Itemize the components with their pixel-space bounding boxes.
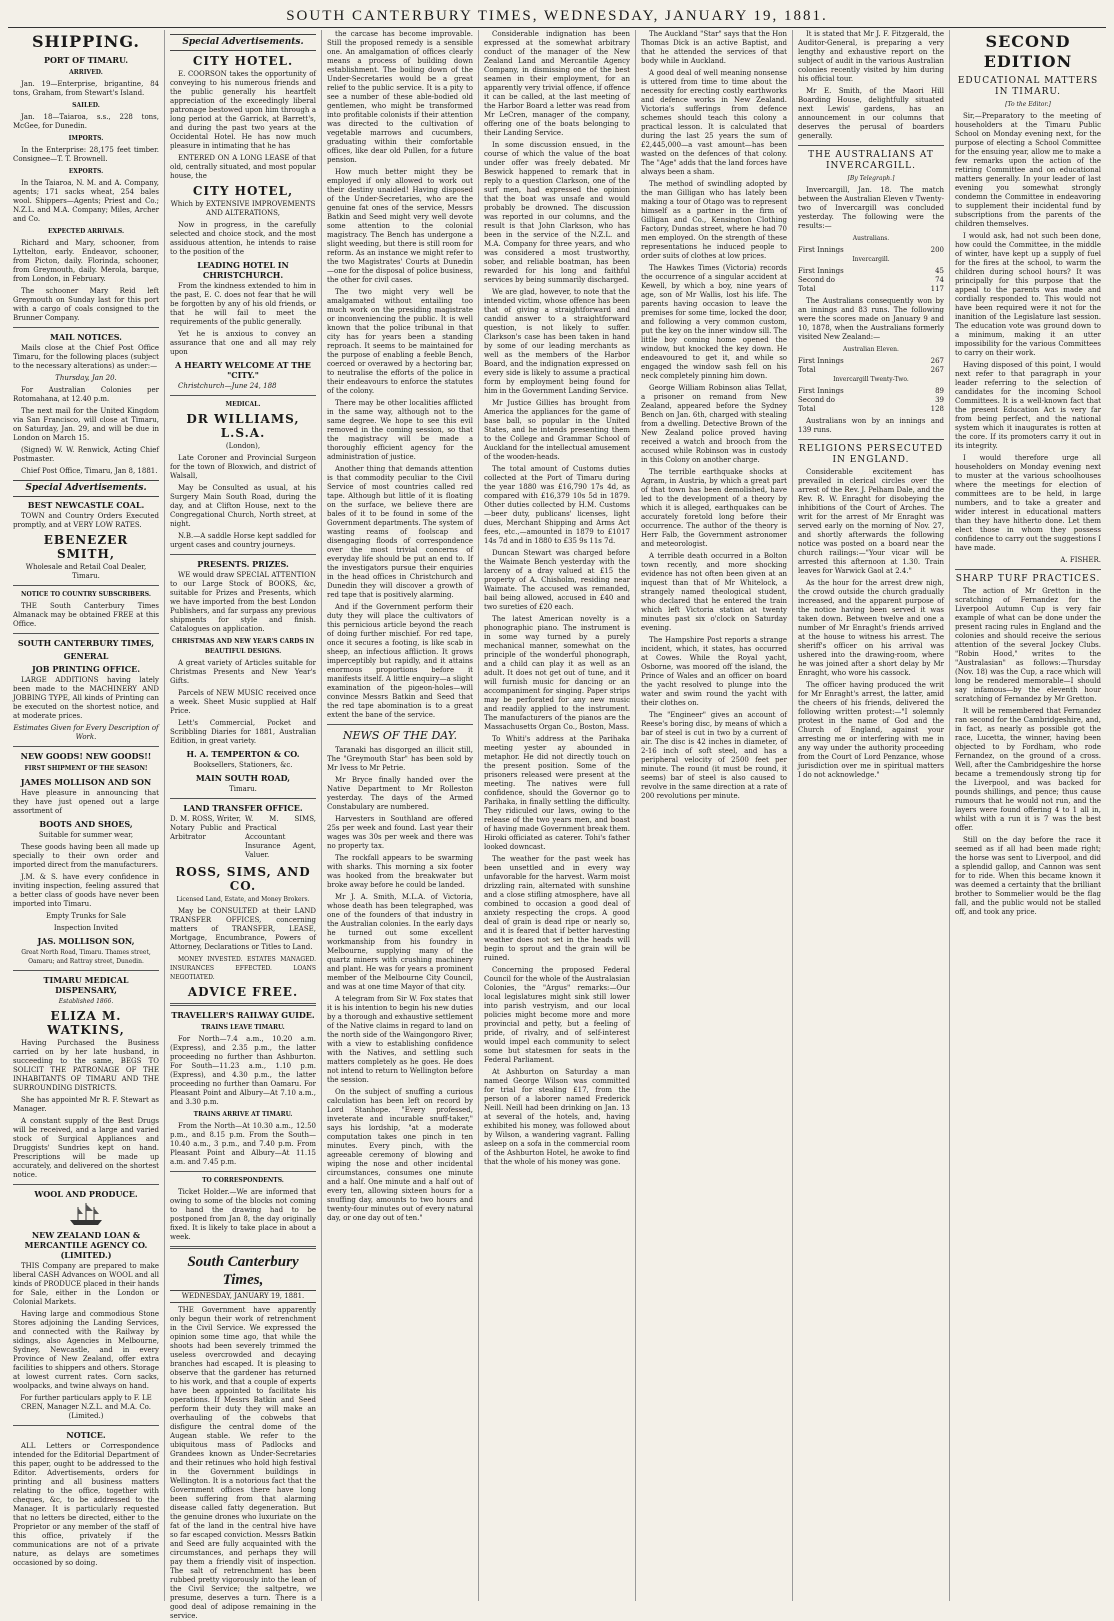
timaru: Timaru. xyxy=(229,785,257,793)
news-item: We are glad, however, to note that the intended victim, whose offence has been that of giving a straightforward and candid answer to a straightforward question, is not likely to suffer. Clarkson's case has been taken in hand by some of our leading merchants as well as the members of the Harbor Board, and the indignation expressed on every side is likely to assume a practical form by employment being found for him in the Government Landing Service. xyxy=(484,288,630,395)
sct-heading: SOUTH CANTERBURY TIMES, xyxy=(17,638,155,648)
travellers-heading: TRAVELLER'S RAILWAY GUIDE. xyxy=(171,1010,315,1020)
divider xyxy=(13,746,159,747)
second-edition: SECOND EDITION xyxy=(983,32,1073,71)
score-value: 267 xyxy=(930,366,944,374)
imports-heading: IMPORTS. xyxy=(68,135,104,142)
divider xyxy=(170,1171,316,1172)
cricket-text-3: Australians won by an innings and 139 runs. xyxy=(798,417,944,434)
boots-text: These goods having been all made up specially to their own order and imported direct from the manufacturers. xyxy=(13,843,159,869)
entered-text: ENTERED ON A LONG LEASE of that old, centrally situated, and most popular house, the xyxy=(170,154,316,180)
divider xyxy=(13,633,159,634)
divider xyxy=(170,798,316,799)
watkins-text: Having Purchased the Business carried on by her late husband, in succeeding to the same, BEGS TO SOLICIT THE PATRONAGE OF THE INHABITANTS OF TIMARU AND THE SURROUNDING DISTRICTS. xyxy=(13,1039,159,1092)
divider xyxy=(170,1246,316,1249)
ross-sims: ROSS, SIMS, AND CO. xyxy=(175,865,311,893)
letter-text: Sir,—Preparatory to the meeting of householders at the Timaru Public School on Monday evening next, for the purpose of electing a School Committee for the ensuing year, allow me to make a few remarks upon the action of the retiring Committee and on educational matters generally. In your leader of last evening you somewhat strongly condemn the Committee in endeavoring to supplement their incidental fund by subscriptions from the parents of the children themselves. xyxy=(955,112,1101,228)
city-hotel-heading-2: CITY HOTEL, xyxy=(192,184,294,198)
ch-date: Christchurch—June 24, 188 xyxy=(178,382,277,390)
column-7 xyxy=(950,30,1106,1601)
news-item: Duncan Stewart was charged before the Waimate Bench yesterday with the larceny of a dray valued at £15 the property of A. Chisholm, residing near Waimate. The accused was remanded, bail being allowed, accused in £40 and two sureties of £20 each. xyxy=(484,549,630,611)
job-text: LARGE ADDITIONS having lately been made to the MACHINERY AND JOBBING TYPE, All kinds of Printing can be executed on the shortest notice, and at moderate prices. xyxy=(13,676,159,720)
divider xyxy=(955,569,1101,570)
aus-label: Australians. xyxy=(852,235,890,242)
score-value: 74 xyxy=(935,276,944,284)
shipping-heading: SHIPPING. xyxy=(32,32,140,51)
mail-text: Mails close at the Chief Post Office Timaru, for the following places (subject to the necessary alterations) as under:— xyxy=(13,344,159,370)
divider xyxy=(798,439,944,440)
land-heading: LAND TRANSFER OFFICE. xyxy=(183,803,303,813)
leave-text: For North—7.4 a.m., 10.20 a.m. (Express), and 2.35 p.m., the latter proceeding no further than Ashburton. For South—11.23 a.m., 1.10 p.m. (Express), and 4.30 p.m., the latter proceeding no further than Oamaru. For Pleasant Point and Albury—At 7.10 a.m., and 3.30 p.m. xyxy=(170,1035,316,1106)
city-hotel-heading: CITY HOTEL. xyxy=(192,54,294,68)
score-label: Total xyxy=(798,285,816,293)
trains-leave: TRAINS LEAVE TIMARU. xyxy=(201,1024,285,1031)
music-text: Parcels of NEW MUSIC received once a week. Sheet Music supplied at Half Price. xyxy=(170,689,316,715)
column-6 xyxy=(793,30,950,1601)
inv-label: Invercargill. xyxy=(852,256,890,263)
watkins-text3: A constant supply of the Best Drugs will be received, and a large and varied stock of Surgical Appliances and Druggists' Sundries kept on hand. Prescriptions will be made up accurately, and delivered on the shortest notice. xyxy=(13,1117,159,1179)
mail-heading: MAIL NOTICES. xyxy=(50,332,122,342)
notice-heading: NOTICE. xyxy=(66,1430,106,1440)
score-value: 117 xyxy=(930,285,944,293)
williams-name: DR WILLIAMS, L.S.A. xyxy=(186,412,300,440)
divider xyxy=(170,1003,316,1006)
editorial: THE Government have apparently only begun their work of retrenchment in the Civil Service. We expressed the opinion some time ago, that while the shoots had been severely trimmed the useless overcrowded and decaying branches had escaped. It is pleasing to observe that the gardener has returned to his work, and that a couple of experts have been appointed to facilitate his operations. If Messrs Batkin and Seed perform their duty they will make an overhauling of the cobwebs that disfigure the central dome of the Augean stable. We refer to the ubiquitous mass of Padlocks and Grandees known as Under-Secretaries and their retinues who hold high festival in the Government buildings in Wellington. It is a notorious fact that the Government offices there have long been suffering from that alarming disease called fatty degeneration. But the genuine drones who luxuriate on the fat of the land in the central hive have so far escaped conviction. Messrs Batkin and Seed are fully acquainted with the circumstances, and perhaps they will pay them a friendly visit of inspection. The salt of retrenchment has been rubbed pretty vigorously into the lean of the Civil Service; the saltpetre, we presume, deserves a turn. There is a good deal of adipose remaining in the service. xyxy=(170,1306,316,1620)
news-item: The method of swindling adopted by the man Gilligan who has lately been making a tour of Otago was to represent himself as a partner in the firm of Gilligan and Co., Kensington Clothing Factory, Dundas street, where he had 70 men employed. On the strength of these representations he induced people to order suits of clothes at low prices. xyxy=(641,180,787,260)
corresp-heading: TO CORRESPONDENTS. xyxy=(202,1177,284,1184)
expected-text: Richard and Mary, schooner, from Lyttelton, early. Endeavor, schooner, from Picton, daily. Florinda, schooner, from Greymouth, daily. Merola, barque, from London, in February. xyxy=(13,239,159,283)
news-item: The "Engineer" gives an account of Reese's boring disc, by means of which a bar of steel is cut in two by a current of air. The disc is 42 inches in diameter, of 2-16 inch of soft steel, and has a peripheral velocity of 2500 feet per minute. The round (it must be round, it seems) bar of steel is also caused to revolve in the same direction at a rate of 200 revolutions per minute. xyxy=(641,711,787,800)
letter-sign: A. FISHER. xyxy=(1060,556,1101,564)
score-label: First Innings xyxy=(798,387,844,395)
news-item: A telegram from Sir W. Fox states that it is his intention to begin his new duties by a thorough and exhaustive settlement of the Native claims in regard to land on the north side of the Waingongoro River, with a view to establishing confidence with the Natives, and settling such matters completely as he goes. He does not intend to return to Wellington before the session. xyxy=(327,995,473,1084)
mollison-sign: JAS. MOLLISON SON, xyxy=(37,936,135,946)
mail-sign: (Signed) W. W. Renwick, Acting Chief Postmaster. xyxy=(13,446,159,463)
notice-subs-heading: NOTICE TO COUNTRY SUBSCRIBERS. xyxy=(21,591,151,598)
score-label: First Innings xyxy=(798,246,844,254)
sailed-heading: SAILED. xyxy=(72,102,100,109)
leader-text-4: There may be other localities afflicted in the same way, although not to the same degree. We hope to see this evil removed in the coming session, so that the magistracy will be made a thoroughly efficient agency for the administration of justice. xyxy=(327,399,473,461)
score-value: 200 xyxy=(930,246,944,254)
score-value: 128 xyxy=(930,405,944,413)
letter-text: I would therefore urge all householders on Monday evening next to muster at the various schoolhouses where the meetings for election of committees are to be held, in large numbers, and to take a greater and wider interest in educational matters than they have hitherto done. Let them elect those in whom they possess confidence to carry out the suggestions I have made. xyxy=(955,454,1101,552)
special-ads-heading: Special Advertisements. xyxy=(13,480,159,497)
score-label: Total xyxy=(798,366,816,374)
news-item: A terrible death occurred in a Bolton town recently, and more shocking evidence has not often been given at an inquest than that of Mr Whitelock, a strangely named theological student, who declared that he entered the train which left Victoria station at twenty minutes past six o'clock on Saturday evening. xyxy=(641,552,787,632)
news-item: Concerning the proposed Federal Council for the whole of the Australasian Colonies, the "Argus" remarks:—Our local legislatures might sink still lower into parish vestryism, and our local policies might become more and more provincial and petty, but a feeling of pride, of rivalry, and of self-interest would impel each community to select some but statesmen for seats in the Federal Parliament. xyxy=(484,966,630,1064)
news-item: The rockfall appears to be swarming with sharks. This morning a six footer was hooked from the breakwater but broke away before he could be landed. xyxy=(327,854,473,889)
divider xyxy=(13,970,159,971)
divider xyxy=(327,724,473,725)
job-office-heading: JOB PRINTING OFFICE. xyxy=(32,664,140,674)
corresp-text: Ticket Holder.—We are informed that owing to some of the blocks not coming to hand the drawing had to be postponed from Jan 8, the day originally fixed. It is likely to take place in about a week. xyxy=(170,1188,316,1241)
port-heading: PORT OF TIMARU. xyxy=(43,55,129,65)
turf-text: The action of Mr Gretton in the scratching of Fernandez for the Liverpool Autumn Cup is very fair example of what can be done under the present racing rules in England and the colonies and should receive the serious attention of the several Jockey Clubs. "Robin Hood," writes to the "Australasian" as follows:—Thursday (Nov. 18) was the Cup, a race which will long be rendered memorable—I should say infamous—by the eleventh hour scratching of Fernandez by Mr Gretton. xyxy=(955,587,1101,703)
religion-heading: RELIGIONS PERSECUTED IN ENGLAND. xyxy=(798,444,944,465)
dispensary-heading: TIMARU MEDICAL DISPENSARY, xyxy=(43,975,129,995)
ross-right: W. M. SIMS, Practical Accountant Insurance Agent, Valuer. xyxy=(245,815,316,859)
news-item: In some discussion ensued, in the course of which the value of the boat under offer was freely debated. Mr Beswick happened to remark that in reply to a question Clarkson, one of the surf men, had expressed the opinion that the boat was unsafe and would probably be drowned. The discussion was reported in our columns, and the result is that John Clarkson, who has been in the service of the N.Z.L. and M.A. Company for three years, and who was considered a most trustworthy, sober, and reliable boatman, has been rewarded for his long and faithful services by being summarily discharged. xyxy=(484,141,630,284)
mail-aus: For Australian Colonies per Rotomahana, at 12.40 p.m. xyxy=(13,386,159,403)
turf-text: Still on the day before the race it seemed as if all had been made right; the horse was sent to Liverpool, and did a splendid gallop, and Cannon was sent for to ride. When this became known it was deemed a certainty that the brilliant brother to Sommelier would be the flag fall, and the public would not be stalled off, and took any price. xyxy=(955,836,1101,916)
special-ads-heading: Special Advertisements. xyxy=(170,34,316,51)
turf-text: It will be remembered that Fernandez ran second for the Cambridgeshire, and, in fact, as nearly as possible got the race, Lucetta, the winner, having been objected to by Fordham, who rode Fernandez, on the ground of a cross. Well, after the Cambridgeshire the horse became a tremendously strong tip for the Liverpool, and was backed for pounds shillings, and pence; thus cause rumours that he would not run, and the layers were found offering 4 to 1 all in, whilst with a run it is 7 was the best offer. xyxy=(955,707,1101,832)
paper-title: South Canterbury Times, xyxy=(187,1254,299,1288)
nzloan-text: THIS Company are prepared to make liberal CASH Advances on WOOL and all kinds of PRODUCE placed in their hands for Sale, either in the London or Colonial Markets. xyxy=(13,1262,159,1306)
column-3 xyxy=(322,30,479,1601)
by-telegraph: [By Telegraph.] xyxy=(847,175,895,182)
mail-date: Thursday, Jan 20. xyxy=(55,374,117,382)
mail-office: Chief Post Office, Timaru, Jan 8, 1881. xyxy=(21,467,158,475)
divider xyxy=(13,1184,159,1185)
boots-sub: Suitable for summer wear, xyxy=(38,831,134,839)
column-1 xyxy=(8,30,165,1601)
ship-icon xyxy=(66,1201,106,1227)
news-item: On the subject of snuffing a curious calculation has been left on record by Lord Stanhope. "Every professed, inveterate and incurable snuff-taker," says his lordship, "at a moderate computation takes one pinch in ten minutes. Every pinch, with the agreeable ceremony of blowing and wiping the nose and other incidental circumstances, consumes one minute and a half. One minute and a half out of every ten, allowing sixteen hours for a snuffing day, amounts to two hours and twenty-four minutes out of every natural day, or one day out of ten." xyxy=(327,1088,473,1222)
welcome-intro: Yet he is anxious to convey an assurance that one and all may rely upon xyxy=(170,330,316,356)
watkins-name: ELIZA M. WATKINS, xyxy=(47,1009,125,1037)
score-row xyxy=(798,396,944,405)
score-label: First Innings xyxy=(798,357,844,365)
divider xyxy=(13,1425,159,1426)
imports-text: In the Enterprise: 28,175 feet timber. Consignee—T. T. Brownell. xyxy=(13,146,159,163)
mollison-heading: JAMES MOLLISON AND SON xyxy=(20,777,152,787)
turf-heading: SHARP TURF PRACTICES. xyxy=(955,574,1101,584)
wool-heading: WOOL AND PRODUCE. xyxy=(34,1189,138,1199)
divider xyxy=(13,327,159,328)
news-item: Taranaki has disgorged an illicit still, The "Greymouth Star" has been sold by Mr Ivess to Mr Petrie. xyxy=(327,746,473,772)
news-item: A good deal of well meaning nonsense is uttered from time to time about the necessity for erecting costly earthworks and defence works in New Zealand. Victoria's sufferings from defence schemes should teach this colony a practical lesson. It is calculated that during the last 25 years the sum of £2,445,000—a vast amount—has been wasted on the defences of that colony. The "Age" adds that the land forces have always been a sham. xyxy=(641,69,787,176)
trains-arrive: TRAINS ARRIVE AT TIMARU. xyxy=(193,1111,293,1118)
score-label: Second do xyxy=(798,276,835,284)
estimates: Estimates Given for Every Description of Work. xyxy=(13,724,159,741)
cricket-text: Invercargill, Jan. 18. The match between the Australian Eleven v Twenty-two of Invercargill was concluded yesterday. The following were the results:— xyxy=(798,186,944,230)
inv22-label: Invercargill Twenty-Two. xyxy=(833,376,909,383)
ross-row xyxy=(170,815,316,863)
aus-eleven: Australian Eleven. xyxy=(843,346,899,353)
column-4 xyxy=(479,30,636,1601)
arrived-heading: ARRIVED. xyxy=(69,69,103,76)
sailed-text: Jan. 18—Taiaroa, s.s., 228 tons, McGee, for Dunedin. xyxy=(13,113,159,130)
score-row xyxy=(798,387,944,396)
score-value: 39 xyxy=(935,396,944,404)
arrive-text: From the North—At 10.30 a.m., 12.50 p.m., and 8.15 p.m. From the South—10.40 a.m., 3 p.m., and 7.40 p.m. From Pleasant Point and Albury—At 11.15 a.m. and 7.45 p.m. xyxy=(170,1122,316,1166)
religion-text: Considerable excitement has prevailed in clerical circles over the arrest of the Rev. J. Pelham Dale, and the Rev. R. W. Enraght for disobeying the inhibitions of the Court of Arches. The writ for the arrest of Mr Enraght was served early on the morning of Nov. 27, and shortly afterwards the following notice was posted on a board near the church railings:—"Your vicar will be arrested this afternoon at 1.30. Train leaves for Warwick Gaol at 2.4." xyxy=(798,468,944,575)
news-item: At Ashburton on Saturday a man named George Wilson was committed for trial for stealing £17, from the person of a laborer named Frederick Neill. Neill had been drinking on Jan. 13 at several of the hotels, and, having exhibited his money, was followed about by Wilson, a wandering vagrant. Falling asleep on a sofa in the commercial room of the Ashburton Hotel, he awoke to find that the whole of his money was gone. xyxy=(484,1068,630,1166)
friends-text: From the kindness extended to him in the past, E. C. does not fear that he will be forgotten by any of his old friends, or that he will fail to meet the requirements of the public generally. xyxy=(170,282,316,326)
news-item: Mr J. A. Smith, M.L.A. of Victoria, whose death has been telegraphed, was one of the founders of that industry in the Australian colonies. In the early days he turned out some excellent workmanship from his foundry in Melbourne, supplying many of the quartz miners with crushing machinery and plant. He was for years a prominent member of the Melbourne City Council, and was at one time Mayor of that city. xyxy=(327,893,473,991)
mollison-addr: Great North Road, Timaru. Thames street, Oamaru; and Rattray street, Dunedin. xyxy=(21,949,151,965)
letts-text: Lett's Commercial, Pocket and Scribbling Diaries for 1881, Australian Edition, in great variety. xyxy=(170,719,316,745)
news-item: Mr E. Smith, of the Maori Hill Boarding House, delightfully situated next Lewis' gardens, has an announcement in our columns that deserves the perusal of boarders generally. xyxy=(798,87,944,140)
score-row xyxy=(798,357,944,366)
nzloan-heading: NEW ZEALAND LOAN & MERCANTILE AGENCY CO. (LIMITED.) xyxy=(24,1230,148,1260)
score-value: 267 xyxy=(930,357,944,365)
now-progress: Now in progress, in the carefully selected and choice stock, and the most assiduous attention, he intends to raise to the position of the xyxy=(170,221,316,256)
letter-text: Having disposed of this point, I would next refer to that paragraph in your leader referring to the selection of candidates for the incoming School Committees. It is a well-known fact that the present Education Act is very far from being perfect, and the national system which it inaugurates is rotten at the core. If its promoters carry it out in its integrity. xyxy=(955,361,1101,450)
score-value: 45 xyxy=(935,267,944,275)
leader-text-1: the carcase has become improvable. Still the proposed remedy is a sensible one. An amalgamation of offices clearly means a process of building down establishment. The boiling down of the Under-Secretaries would be a great relief to the public service. It is a pity to see a number of these able-bodied old gentlemen, who might be transformed into profitable colonists if their attention was directed to the cultivation of vegetable marrows and cucumbers, graduating within their comfortable offices, like dear old Pullen, for a future pension. xyxy=(327,30,473,164)
mollison-text: Have pleasure in announcing that they have just opened out a large assortment of xyxy=(13,789,159,815)
welcome: A HEARTY WELCOME AT THE "CITY." xyxy=(175,360,311,380)
extensive: Which by EXTENSIVE IMPROVEMENTS AND ALTERATIONS, xyxy=(170,200,316,217)
notice-subs-text: THE South Canterbury Times Almanack may be obtained FREE at this Office. xyxy=(13,602,159,628)
leader-text-6: And if the Government perform their duty they will place the cultivators of this pernicious article beyond the reach of doing further mischief. For red tape, once it secures a footing, is like scab in sheep, an infectious affliction. It grows imperceptibly but rapidly, and it attains enormous proportions before it manifests itself. A little enquiry—a slight examination of the pigeon-holes—will convince Messrs Batkin and Seed that the red tape abomination is to a great extent the bane of the service. xyxy=(327,603,473,719)
score-row xyxy=(798,276,944,285)
column-2 xyxy=(165,30,322,1620)
ship-note: The schooner Mary Reid left Greymouth on Sunday last for this port with a cargo of coals consigned to the Brunner Company. xyxy=(13,287,159,322)
nzloan-sign: For further particulars apply to F. LE CREN, Manager N.Z.L. and M.A. Co. (Limited.) xyxy=(20,1394,152,1420)
score-label: Total xyxy=(798,405,816,413)
paper-date: WEDNESDAY, JANUARY 19, 1881. xyxy=(170,1290,316,1303)
letter-text: I would ask, had not such been done, how could the Committee, in the middle of winter, have kept up a supply of fuel for the fires at the school, to warm the children during school hours? It was principally for this purpose that the appeal to the parents was made and cordially responded to. This would not have been required were it not for the inanition of the Legislature last session. The education vote was ground down to a minimum, making it an utter impossibility for the various Committees to carry on their work. xyxy=(955,232,1101,357)
leader-text-3: The two might very well be amalgamated without entailing too much work on the presiding magistrate or inconveniencing the public. It is well known that the police tribunal in that city has for years been a standing reproach. It seems to be maintained for the purpose of enabling a feeble Bench, coerced or overawed by a hectoring bar, to neutralise the efforts of the police in their endeavours to enforce the statutes of the colony. xyxy=(327,288,473,395)
mail-uk: The next mail for the United Kingdom via San Francisco, will close at Timaru, on Saturday, Jan. 29, and will be due in London on March 15. xyxy=(13,407,159,442)
news-item: Harvesters in Southland are offered 25s per week and found. Last year their wages was 30s per week and there was no property tax. xyxy=(327,815,473,850)
leading-hotel: LEADING HOTEL IN CHRISTCHURCH. xyxy=(197,260,289,280)
news-item: The weather for the past week has been unsettled and in every way unfavorable for the harvest. Warm moist drizzling rain, alternated with sunshine and a close stifling atmosphere, have all combined to occasion a good deal of anxiety respecting the crops. A good deal of grain is dead ripe or nearly so, and it is feared that if better harvesting weather does not set in the heads will begin to sprout and the grain will be ruined. xyxy=(484,855,630,962)
score-label: Second do xyxy=(798,396,835,404)
news-item: Mr Justice Gillies has brought from America the appliances for the game of base ball, so popular in the United States, and he intends presenting them to the College and Grammar School of Auckland for the intellectual amusement of the wooden-heads. xyxy=(484,399,630,461)
score-row xyxy=(798,267,944,276)
ebenezer-sub: Wholesale and Retail Coal Dealer, Timaru. xyxy=(25,563,147,580)
expected-heading: EXPECTED ARRIVALS. xyxy=(47,228,125,235)
exports-heading: EXPORTS. xyxy=(68,168,104,175)
to-editor: [To the Editor.] xyxy=(1005,101,1051,108)
news-item: The latest American novelty is a phonographic piano. The instrument is in some way turned by a purely mechanical manner, somewhat on the principle of the wonderful phonograph, and a child can play it as well as an adult. It does not get out of tune, and it will furnish music for dancing or an accompaniment for singing. Paper strips may be perforated for any new music and readily applied to the instrument. The manufacturers of the pianos are the Massachusetts Organ Co., Boston, Mass. xyxy=(484,615,630,731)
religion-text-3: The officer having produced the writ for Mr Enraght's arrest, the latter, amid the cheers of his friends, delivered the following written protest:—"I solemnly protest in the name of God and the Church of England, against your arresting me or interfering with me in any way under the authority proceeding from the Court of Lord Penzance, whose jurisdiction over me in spiritual matters I do not acknowledge." xyxy=(798,681,944,779)
news-item: George William Robinson alias Tellat, a prisoner on remand from New Zealand, appeared before the Sydney Bench on Jan. 6th, charged with stealing from a dwelling. Detective Brown of the New Zealand police proved having received a watch and brooch from the accused while Robinson was in custody in this Colony on another charge. xyxy=(641,384,787,464)
notice-text: ALL Letters or Correspondence intended for the Editorial Department of this paper, ought to be addressed to the Editor. Advertisements, orders for printing and all business matters relating to the office, together with cheques, &c, to be addressed to the Manager. It is particularly requested that no letters be directed, either to the Proprietor or any member of the staff of this office, privately if the communications are not of a private nature, as delays are sometimes occasioned by so doing. xyxy=(13,1442,159,1567)
score-row xyxy=(798,366,944,375)
divider xyxy=(798,145,944,146)
columns xyxy=(8,30,1106,1620)
cricket-text-2: The Australians consequently won by an innings and 83 runs. The following were the scores made on January 9 and 10, 1878, when the Australians formerly visited New Zealand:— xyxy=(798,297,944,341)
williams-text: Late Coroner and Provincial Surgeon for the town of Bloxwich, and district of Walsall, xyxy=(170,454,316,480)
licensed: Licensed Land, Estate, and Money Brokers. xyxy=(176,896,310,903)
news-item: The terrible earthquake shocks at Agram, in Austria, by which a great part of that town has been demolished, have led to the development of a theory by which it is alleged, earthquakes can be accurately foretold long before their occurrence. The author of the theory is Herr Falb, the Government astronomer and meteorologist. xyxy=(641,468,787,548)
news-item: Mr Bryce finally handed over the Native Department to Mr Rolleston yesterday. The days of the Armed Constabulary are numbered. xyxy=(327,776,473,811)
score-label: First Innings xyxy=(798,267,844,275)
mollison-text2: J.M. & S. have every confidence in inviting inspection, feeling assured that a better class of goods have never been imported into Timaru. xyxy=(13,873,159,908)
variety-text: A great variety of Articles suitable for Christmas Presents and New Year's Gifts. xyxy=(170,659,316,685)
presents-text: WE would draw SPECIAL ATTENTION to our Large Stock of BOOKS, &c, suitable for Prizes and Presents, which we have imported from the best London Publishers, and far surpass any previous shipments for style and finish. Catalogues on application. xyxy=(170,571,316,633)
score-value: 89 xyxy=(935,387,944,395)
news-item: The Hawkes Times (Victoria) records the occurrence of a singular accident at Kewell, by which a boy, nine years of age, son of Mr Wallis, lost his life. The parents having occasion to leave the premises for some time, locked the door, and following a very common custom, put the key on the inner window sill. The little boy coming home opened the window, but knocked the key down. He endeavoured to get it, and while so engaged the window sash fell on his neck completely pinning him down. xyxy=(641,264,787,380)
column-5 xyxy=(636,30,793,1601)
coal-text: TOWN and Country Orders Executed promptly, and at VERY LOW RATES. xyxy=(13,512,159,529)
nzloan-text2: Having large and commodious Stone Stores adjoining the Landing Services, and connected with the Railway by sidings, also Agencies in Melbourne, Sydney, Newcastle, and in every Province of New Zealand, offer extra facilities to shippers and others. Storage at lowest current rates. Corn sacks, woolpacks, and twine always on hand. xyxy=(13,1310,159,1390)
exports-text: In the Taiaroa, N. M. and A. Company, agents; 171 sacks wheat, 254 bales wool. Shippers—Agents; Priest and Co.; N.Z.L. and M.A. Company; Miles, Archer and Co. xyxy=(13,179,159,223)
news-item: Considerable indignation has been expressed at the somewhat arbitrary conduct of the manager of the New Zealand Land and Mercantile Agency Company, in dismissing one of the best seamen in their employment, for an apparently very trivial offence, if offence it can be called, at the last meeting of the Harbor Board a letter was read from Mr LeCren, manager of the company, offering one of the boats belonging to their Landing Service. xyxy=(484,30,630,137)
leader-text-2: How much better might they be employed if only allowed to work out their destiny unaided! Having disposed of the Under-Secretaries, who are the genuine fat ones of the service, Messrs Batkin and Seed might very well devote some attention to the colonial magistracy. The Bench has undergone a slight weeding, but there is still room for reform. As an instance we might refer to the two Magistrates' Courts at Dunedin—one for the disposal of police business, the other for civil cases. xyxy=(327,168,473,284)
edu-heading: EDUCATIONAL MATTERS IN TIMARU. xyxy=(957,76,1099,97)
boots-heading: BOOTS AND SHOES, xyxy=(39,819,133,829)
general-heading: GENERAL xyxy=(63,651,109,661)
masthead: SOUTH CANTERBURY TIMES, WEDNESDAY, JANUARY 19, 1881. xyxy=(8,6,1106,28)
cricket-heading: THE AUSTRALIANS AT INVERCARGILL. xyxy=(808,150,934,171)
score-row xyxy=(798,246,944,255)
news-item: The total amount of Customs duties collected at the Port of Timaru during the year 1880 was £16,790 17s 4d, as compared with £16,379 10s 5d in 1879. Other duties collected by H.M. Customs—beer duty, publicans' licenses, light dues, Merchant Shipping and Arms Act fees, etc.,—amounted in 1879 to £1017 14s 7d and in 1880 to £35 9s 11s 7d. xyxy=(484,465,630,545)
coal-heading: BEST NEWCASTLE COAL. xyxy=(27,500,145,510)
new-goods-heading: NEW GOODS! NEW GOODS!! xyxy=(20,751,152,761)
main-south: MAIN SOUTH ROAD, xyxy=(195,773,291,783)
established: Established 1866. xyxy=(58,998,114,1005)
score-row xyxy=(798,405,944,414)
divider xyxy=(170,554,316,555)
london: (London), xyxy=(225,442,261,450)
williams-text2: May be Consulted as usual, at his Surgery Main South Road, during the day, and at Clifton House, next to the Congregational Church, North street, at night. xyxy=(170,484,316,528)
presents-heading: PRESENTS. PRIZES. xyxy=(197,559,289,569)
news-item: To Whiti's address at the Parihaka meeting yester ay abounded in metaphor. He did not directly touch on the present position. Some of the prisoners released were present at the meeting. The natives were full confidence, should the Governor go to Parihaka, in finally settling the difficulty. They ridiculed our laws, owing to the release of the two years men, and boast of having made Government break them. Hiroki officiated as caterer. Tohi's father looked downcast. xyxy=(484,735,630,851)
coorson-text: E. COORSON takes the opportunity of conveying to his numerous friends and the public generally his heartfelt appreciation of the exceedingly liberal patronage bestowed upon him through a long period at the Garrick, at Barrett's, and during the past two years at the Occidental Hotel. He has now much pleasure in intimating that he has xyxy=(170,70,316,150)
xmas-heading: CHRISTMAS AND NEW YEAR'S CARDS IN BEAUTIFUL DESIGNS. xyxy=(171,638,315,655)
first-shipment: FIRST SHIPMENT OF THE SEASON! xyxy=(24,765,148,772)
divider xyxy=(13,585,159,586)
news-heading: NEWS OF THE DAY. xyxy=(342,729,458,742)
watkins-text2: She has appointed Mr R. F. Stewart as Manager. xyxy=(13,1096,159,1113)
temperton-heading: H. A. TEMPERTON & CO. xyxy=(186,749,300,759)
arrived-text: Jan. 19—Enterprise, brigantine, 84 tons, Graham, from Stewart's Island. xyxy=(13,80,159,97)
religion-text-2: As the hour for the arrest drew nigh, the crowd outside the church gradually increased, and the apparent purpose of the notice having been served it was taken down. Between twelve and one a number of Mr Enraght's friends arrived at the house to witness his arrest. The sheriff's officer on his arrival was ushered into the drawing-room, where he was joined after a short delay by Mr Enraght, who wore his cassock. xyxy=(798,579,944,677)
ebenezer-name: EBENEZER SMITH, xyxy=(43,533,129,561)
land-text: May be CONSULTED at their LAND TRANSFER OFFICES, concerning matters of TRANSFER, LEASE, Mortgage, Encumbrance, Powers of Attorney, Declarations or Titles to Land. xyxy=(170,907,316,951)
news-item: The Hampshire Post reports a strange incident, which, it states, has occurred at Cowes. While the Royal yacht, Osborne, was moored off the island, the Prince of Wales and an officer on board the yacht resolved to plunge into the water and swim round the yacht with their clothes on. xyxy=(641,636,787,707)
invited: Inspection Invited xyxy=(53,924,119,932)
advice: ADVICE FREE. xyxy=(187,985,299,999)
medical-heading: MEDICAL. xyxy=(225,401,261,408)
score-row xyxy=(798,285,944,294)
ross-left: D. M. ROSS, Writer, Notary Public and Arbitrator xyxy=(170,815,241,841)
money: MONEY INVESTED. ESTATES MANAGED. INSURANCES EFFECTED. LOANS NEGOTIATED. xyxy=(170,956,316,981)
temperton-sub: Booksellers, Stationers, &c. xyxy=(193,761,293,769)
divider xyxy=(170,395,316,396)
news-item: It is stated that Mr J. F. Fitzgerald, the Auditor-General, is preparing a very lengthy and exhaustive report on the subject of audit in the various Australian colonies recently visited by him during his official tour. xyxy=(798,30,944,83)
news-item: The Auckland "Star" says that the Hon Thomas Dick is an active Baptist, and that he attended the services of that body while in Auckland. xyxy=(641,30,787,65)
empty-trunks: Empty Trunks for Sale xyxy=(45,912,127,920)
leader-text-5: Another thing that demands attention is that commodity peculiar to the Civil Service of most countries called red tape. Although but little of it is floating on the surface, we believe there are bales of it to be found in some of the Government departments. The system of wasting reams of foolscap and disengaging floods of correspondence over the most trivial concerns of everyday life should be put an end to. If the investigators pursue their enquiries in the head offices in Christchurch and Dunedin they will discover a growth of red tape that is positively alarming. xyxy=(327,465,473,599)
williams-nb: N.B.—A saddle Horse kept saddled for urgent cases and country journeys. xyxy=(170,532,316,549)
